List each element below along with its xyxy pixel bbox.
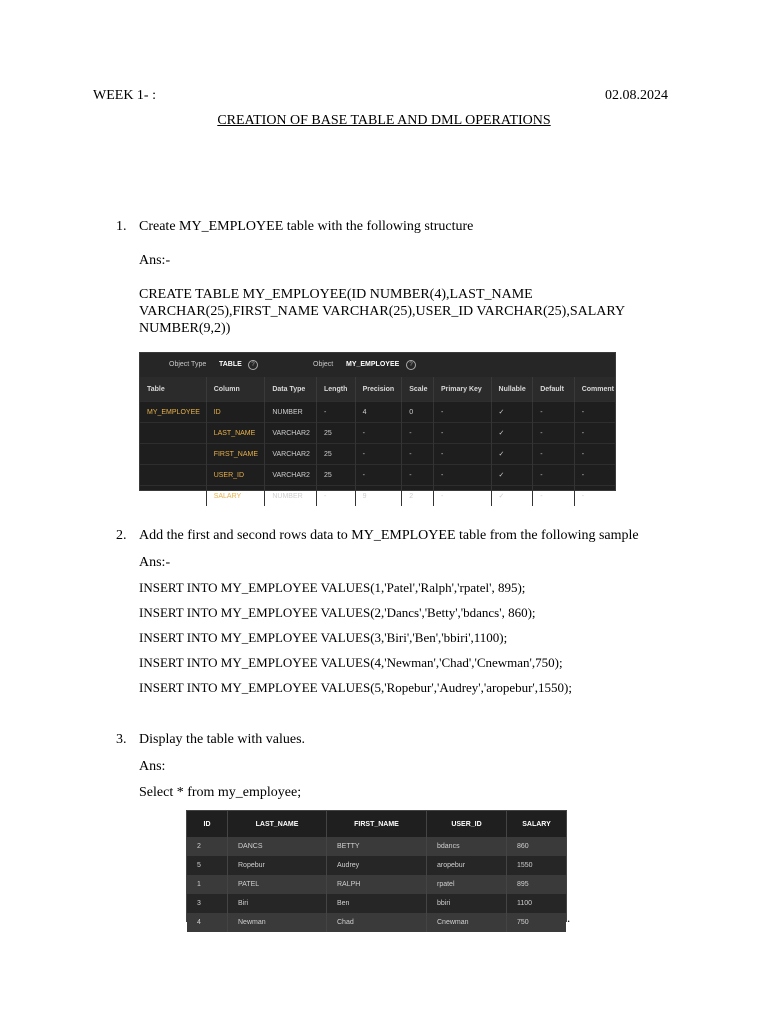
table-cell: 4 [355, 402, 402, 423]
table-cell [140, 444, 206, 465]
table-cell: Biri [228, 894, 327, 913]
table-cell: - [433, 465, 491, 486]
object-type-value: TABLE [219, 361, 242, 368]
check-icon: ✓ [491, 486, 533, 507]
table-cell: - [402, 465, 434, 486]
table-cell: bdancs [427, 837, 507, 856]
table-cell: ID [206, 402, 265, 423]
table-cell: - [574, 402, 615, 423]
table-cell: 25 [317, 465, 356, 486]
week-label: WEEK 1- : [93, 88, 156, 103]
column-header: LAST_NAME [228, 811, 327, 837]
table-cell: PATEL [228, 875, 327, 894]
table-row [187, 856, 566, 875]
table-cell: - [574, 423, 615, 444]
table-cell: - [317, 486, 356, 507]
column-header: Primary Key [433, 377, 491, 402]
table-cell: - [317, 402, 356, 423]
table-cell: - [355, 444, 402, 465]
table-cell: - [533, 465, 575, 486]
date-label: 02.08.2024 [605, 88, 668, 103]
table-row [140, 402, 615, 423]
table-cell: 2 [402, 486, 434, 507]
table-cell: 1550 [507, 856, 567, 875]
table-cell: - [574, 465, 615, 486]
column-header: Default [533, 377, 575, 402]
table-row [140, 486, 615, 507]
table-cell: - [402, 423, 434, 444]
table-cell: Ben [327, 894, 427, 913]
q2-ans-label: Ans:- [139, 555, 171, 570]
insert-statement: INSERT INTO MY_EMPLOYEE VALUES(2,'Dancs','Betty','bdancs', 860); [139, 605, 536, 620]
column-header: SALARY [507, 811, 567, 837]
table-cell: Cnewman [427, 913, 507, 932]
table-cell: NUMBER [265, 486, 317, 507]
help-icon[interactable]: ? [248, 360, 258, 370]
table-cell: - [355, 423, 402, 444]
table-cell: 1 [187, 875, 228, 894]
table-cell: 3 [187, 894, 228, 913]
column-header: USER_ID [427, 811, 507, 837]
insert-statement: INSERT INTO MY_EMPLOYEE VALUES(5,'Ropebur','Audrey','aropebur',1550); [139, 680, 572, 695]
trailing-period: . [567, 910, 571, 925]
table-cell: 895 [507, 875, 567, 894]
table-cell [140, 465, 206, 486]
check-icon: ✓ [491, 444, 533, 465]
table-cell: Newman [228, 913, 327, 932]
table-cell: - [533, 402, 575, 423]
table-cell: FIRST_NAME [206, 444, 265, 465]
table-cell: USER_ID [206, 465, 265, 486]
help-icon[interactable]: ? [406, 360, 416, 370]
column-header: ID [187, 811, 228, 837]
query-result-image [186, 810, 567, 926]
result-table [187, 811, 566, 932]
table-cell: - [433, 402, 491, 423]
q2-text: Add the first and second rows data to MY_EMPLOYEE table from the following sample [139, 528, 639, 543]
object-label: Object [313, 361, 334, 368]
table-cell: SALARY [206, 486, 265, 507]
table-cell: - [533, 486, 575, 507]
table-cell: - [355, 465, 402, 486]
table-row [140, 465, 615, 486]
check-icon: ✓ [491, 402, 533, 423]
q1-sql [139, 286, 659, 337]
column-header: Scale [402, 377, 434, 402]
q1-sql-line: VARCHAR(25),FIRST_NAME VARCHAR(25),USER_ID VARCHAR(25),SALARY [139, 304, 626, 319]
table-cell: aropebur [427, 856, 507, 875]
q3-number: 3. [116, 732, 127, 747]
column-header: Data Type [265, 377, 317, 402]
table-row [140, 423, 615, 444]
column-header: Column [206, 377, 265, 402]
table-cell: 25 [317, 423, 356, 444]
table-row [140, 444, 615, 465]
insert-statement: INSERT INTO MY_EMPLOYEE VALUES(1,'Patel','Ralph','rpatel', 895); [139, 580, 526, 595]
insert-statement: INSERT INTO MY_EMPLOYEE VALUES(3,'Biri','Ben','bbiri',1100); [139, 630, 508, 645]
table-cell: VARCHAR2 [265, 465, 317, 486]
table-cell: VARCHAR2 [265, 423, 317, 444]
table-cell: - [402, 444, 434, 465]
q1-text: Create MY_EMPLOYEE table with the following structure [139, 219, 474, 234]
q1-ans-label: Ans:- [139, 253, 171, 268]
table-cell: 860 [507, 837, 567, 856]
table-cell: VARCHAR2 [265, 444, 317, 465]
object-meta-bar [140, 353, 615, 377]
table-cell: - [533, 423, 575, 444]
column-header: FIRST_NAME [327, 811, 427, 837]
check-icon: ✓ [491, 423, 533, 444]
q2-number: 2. [116, 528, 127, 543]
table-cell: BETTY [327, 837, 427, 856]
table-cell: NUMBER [265, 402, 317, 423]
column-header: Length [317, 377, 356, 402]
table-cell: Chad [327, 913, 427, 932]
table-cell: Ropebur [228, 856, 327, 875]
structure-table [140, 377, 615, 506]
table-header-row [140, 377, 615, 402]
table-cell: - [433, 486, 491, 507]
table-header-row [187, 811, 566, 837]
column-header: Comment [574, 377, 615, 402]
table-cell: 4 [187, 913, 228, 932]
table-cell: - [433, 423, 491, 444]
check-icon: ✓ [491, 465, 533, 486]
table-cell: - [574, 486, 615, 507]
insert-statement: INSERT INTO MY_EMPLOYEE VALUES(4,'Newman','Chad','Cnewman',750); [139, 655, 563, 670]
table-row [187, 875, 566, 894]
table-row [187, 894, 566, 913]
q1-sql-line: NUMBER(9,2)) [139, 321, 231, 336]
object-type-label: Object Type [169, 361, 207, 368]
table-cell: DANCS [228, 837, 327, 856]
table-cell: - [574, 444, 615, 465]
q3-sql: Select * from my_employee; [139, 785, 302, 800]
table-cell: 5 [187, 856, 228, 875]
column-header: Nullable [491, 377, 533, 402]
table-cell: 25 [317, 444, 356, 465]
table-cell: bbiri [427, 894, 507, 913]
page-title: CREATION OF BASE TABLE AND DML OPERATIONS [217, 113, 551, 128]
q1-sql-line: CREATE TABLE MY_EMPLOYEE(ID NUMBER(4),LAST_NAME [139, 287, 533, 302]
column-header: Table [140, 377, 206, 402]
table-cell [140, 423, 206, 444]
table-cell [140, 486, 206, 507]
table-cell: - [533, 444, 575, 465]
table-cell: 0 [402, 402, 434, 423]
table-row [187, 913, 566, 932]
table-structure-image [139, 352, 616, 500]
table-cell: 750 [507, 913, 567, 932]
table-cell: 2 [187, 837, 228, 856]
column-header: Precision [355, 377, 402, 402]
table-cell: 9 [355, 486, 402, 507]
q3-ans-label: Ans: [139, 759, 166, 774]
table-cell: Audrey [327, 856, 427, 875]
object-value: MY_EMPLOYEE [346, 361, 400, 368]
table-cell: rpatel [427, 875, 507, 894]
table-cell: - [433, 444, 491, 465]
table-cell: RALPH [327, 875, 427, 894]
table-cell: MY_EMPLOYEE [140, 402, 206, 423]
table-cell: LAST_NAME [206, 423, 265, 444]
q3-text: Display the table with values. [139, 732, 306, 747]
q1-number: 1. [116, 219, 127, 234]
table-row [187, 837, 566, 856]
table-cell: 1100 [507, 894, 567, 913]
